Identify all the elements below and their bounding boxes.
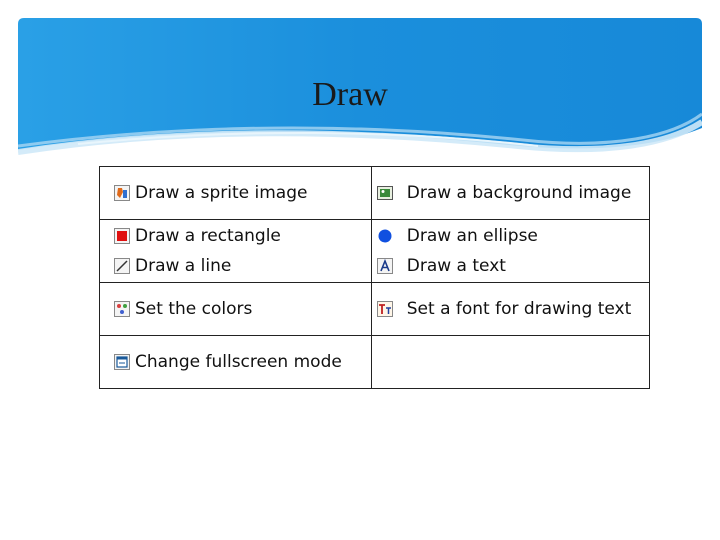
slide-title: Draw (312, 76, 388, 113)
list-item-label: Draw a line (135, 256, 232, 276)
list-item-label: Draw a rectangle (135, 226, 281, 246)
table-cell (100, 336, 372, 389)
rectangle-icon (114, 228, 130, 244)
table-cell (371, 283, 649, 336)
list-item (100, 251, 371, 281)
list-item-label: Change fullscreen mode (135, 352, 342, 372)
table-cell (100, 167, 372, 220)
table-row (100, 283, 650, 336)
list-item-label: Draw an ellipse (406, 226, 538, 246)
list-item-label: Draw a sprite image (135, 183, 308, 203)
list-item (372, 251, 649, 281)
list-item-label: Set a font for drawing text (406, 299, 632, 319)
table-cell-empty (371, 336, 649, 389)
list-item (372, 221, 649, 251)
line-icon (114, 258, 130, 274)
sprite-icon (114, 185, 130, 201)
table-row (100, 220, 650, 283)
list-item-label: Draw a text (406, 256, 506, 276)
table-row (100, 167, 650, 220)
list-item-label: Set the colors (135, 299, 253, 319)
list-item (372, 178, 649, 208)
list-item (372, 294, 649, 324)
color-palette-icon (114, 301, 130, 317)
background-image-icon (377, 185, 393, 201)
command-table (99, 166, 650, 389)
list-item (100, 347, 371, 377)
list-item (100, 178, 371, 208)
font-icon (377, 301, 393, 317)
list-item (100, 221, 371, 251)
table-cell (100, 220, 372, 283)
table-row (100, 336, 650, 389)
table-cell (371, 220, 649, 283)
fullscreen-icon (114, 354, 130, 370)
table-cell (100, 283, 372, 336)
list-item-label: Draw a background image (406, 183, 632, 203)
table-cell (371, 167, 649, 220)
list-item (100, 294, 371, 324)
ellipse-icon (377, 228, 393, 244)
text-icon (377, 258, 393, 274)
